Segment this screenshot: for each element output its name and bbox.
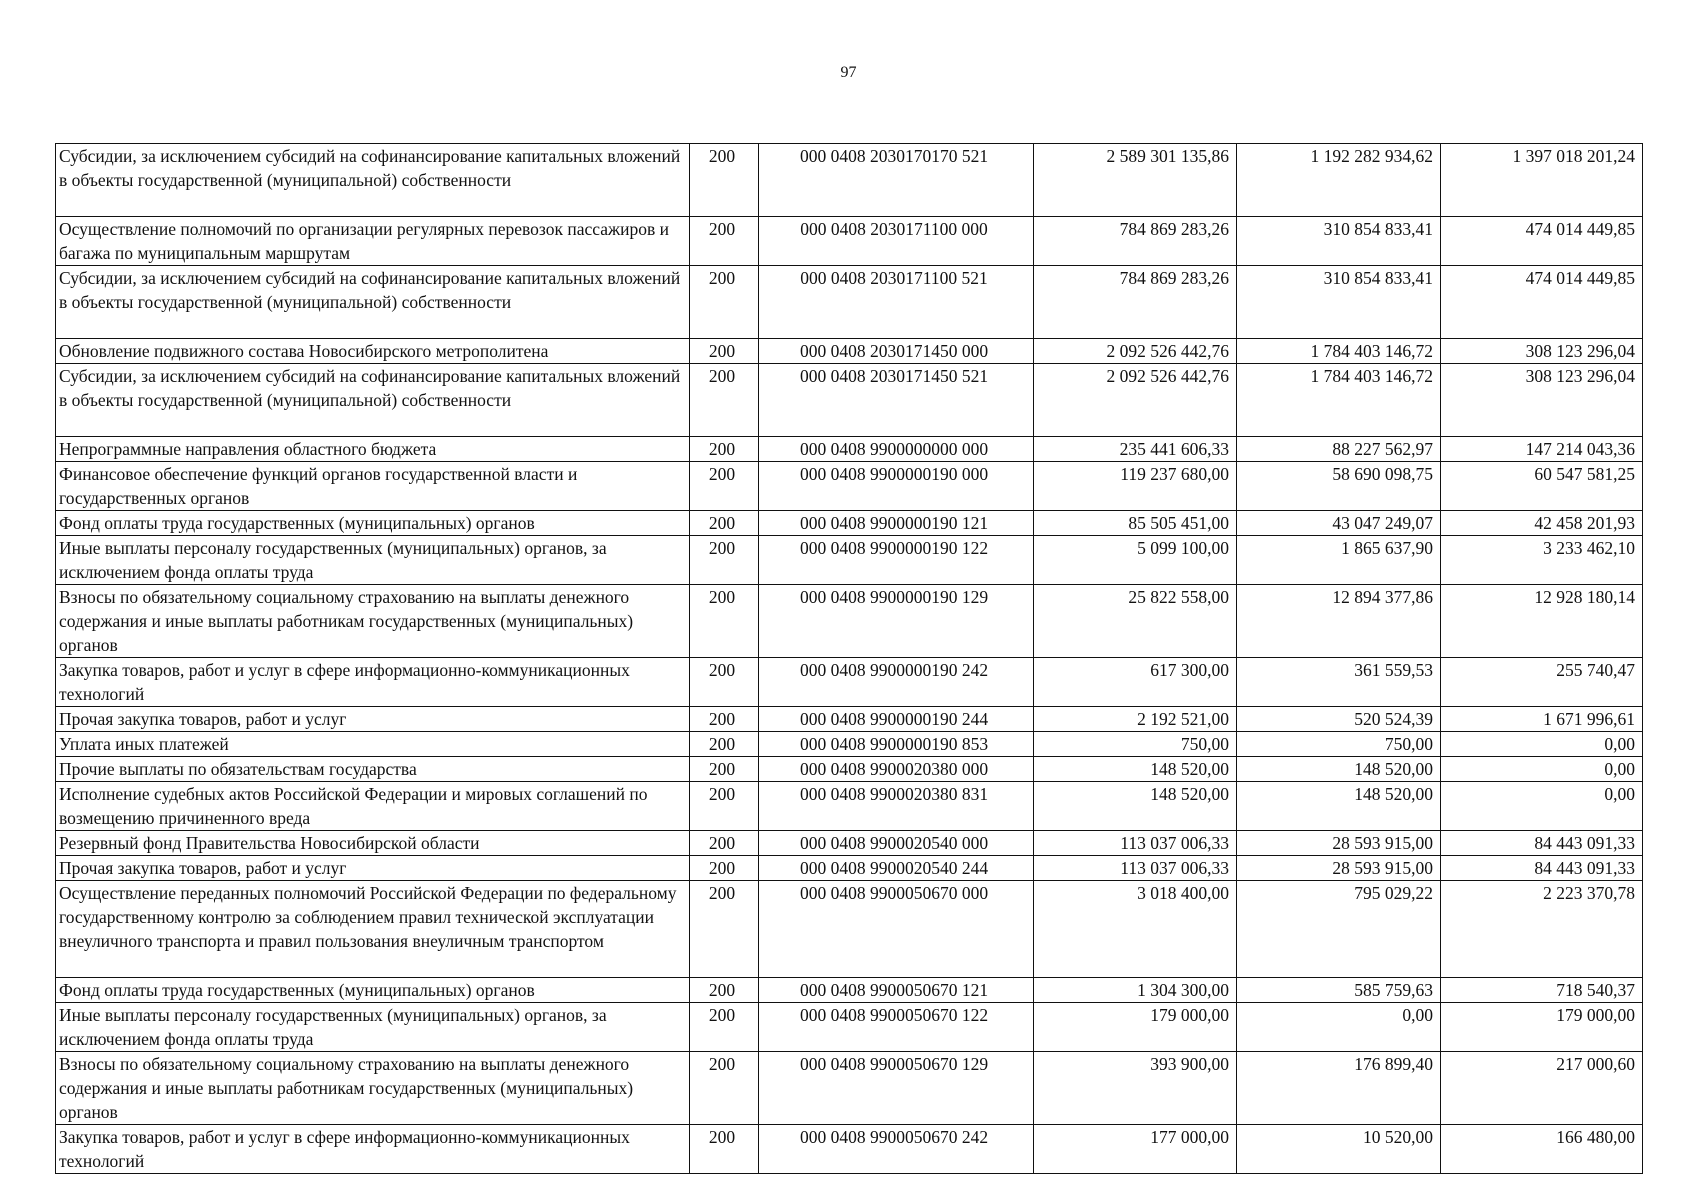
cell-executed: 148 520,00 <box>1237 782 1441 831</box>
cell-unexecuted: 308 123 296,04 <box>1441 364 1643 437</box>
cell-unexecuted: 42 458 201,93 <box>1441 511 1643 536</box>
cell-executed: 310 854 833,41 <box>1237 217 1441 266</box>
table-row <box>56 511 1643 536</box>
cell-approved: 784 869 283,26 <box>1034 266 1237 339</box>
table-row <box>56 881 1643 978</box>
cell-line-code: 200 <box>690 757 759 782</box>
cell-unexecuted: 1 671 996,61 <box>1441 707 1643 732</box>
cell-line-code: 200 <box>690 339 759 364</box>
table-row <box>56 1003 1643 1052</box>
cell-unexecuted: 179 000,00 <box>1441 1003 1643 1052</box>
cell-classification: 000 0408 9900000190 121 <box>759 511 1034 536</box>
cell-unexecuted: 255 740,47 <box>1441 658 1643 707</box>
cell-name: Закупка товаров, работ и услуг в сфере информационно-коммуникационных технологий <box>56 658 690 707</box>
cell-executed: 0,00 <box>1237 1003 1441 1052</box>
cell-unexecuted: 1 397 018 201,24 <box>1441 144 1643 217</box>
cell-classification: 000 0408 9900000190 000 <box>759 462 1034 511</box>
cell-unexecuted: 84 443 091,33 <box>1441 831 1643 856</box>
cell-unexecuted: 718 540,37 <box>1441 978 1643 1003</box>
cell-name: Осуществление переданных полномочий Российской Федерации по федеральному государственному контролю за соблюдением правил технической эксплуатации внеуличного транспорта и правил пользования внеуличным транспортом <box>56 881 690 978</box>
cell-executed: 176 899,40 <box>1237 1052 1441 1125</box>
cell-name: Фонд оплаты труда государственных (муниципальных) органов <box>56 978 690 1003</box>
cell-name: Взносы по обязательному социальному страхованию на выплаты денежного содержания и иные выплаты работникам государственных (муниципальных) органов <box>56 1052 690 1125</box>
table-row <box>56 364 1643 437</box>
cell-approved: 750,00 <box>1034 732 1237 757</box>
cell-line-code: 200 <box>690 144 759 217</box>
cell-line-code: 200 <box>690 881 759 978</box>
cell-name: Исполнение судебных актов Российской Федерации и мировых соглашений по возмещению причиненного вреда <box>56 782 690 831</box>
cell-unexecuted: 166 480,00 <box>1441 1125 1643 1174</box>
table-row <box>56 707 1643 732</box>
cell-classification: 000 0408 2030171450 521 <box>759 364 1034 437</box>
table-row <box>56 732 1643 757</box>
table-row <box>56 782 1643 831</box>
cell-name: Иные выплаты персоналу государственных (муниципальных) органов, за исключением фонда оплаты труда <box>56 536 690 585</box>
cell-unexecuted: 0,00 <box>1441 732 1643 757</box>
cell-unexecuted: 217 000,60 <box>1441 1052 1643 1125</box>
cell-classification: 000 0408 2030171100 521 <box>759 266 1034 339</box>
cell-name: Прочая закупка товаров, работ и услуг <box>56 707 690 732</box>
cell-line-code: 200 <box>690 585 759 658</box>
cell-name: Непрограммные направления областного бюджета <box>56 437 690 462</box>
cell-classification: 000 0408 2030171450 000 <box>759 339 1034 364</box>
cell-line-code: 200 <box>690 462 759 511</box>
cell-classification: 000 0408 9900020540 244 <box>759 856 1034 881</box>
cell-unexecuted: 0,00 <box>1441 757 1643 782</box>
cell-line-code: 200 <box>690 536 759 585</box>
cell-line-code: 200 <box>690 658 759 707</box>
cell-approved: 2 092 526 442,76 <box>1034 364 1237 437</box>
cell-name: Субсидии, за исключением субсидий на софинансирование капитальных вложений в объекты государственной (муниципальной) собственности <box>56 144 690 217</box>
cell-classification: 000 0408 9900000190 122 <box>759 536 1034 585</box>
cell-approved: 148 520,00 <box>1034 782 1237 831</box>
cell-approved: 179 000,00 <box>1034 1003 1237 1052</box>
cell-classification: 000 0408 9900020540 000 <box>759 831 1034 856</box>
cell-line-code: 200 <box>690 217 759 266</box>
cell-line-code: 200 <box>690 856 759 881</box>
cell-executed: 43 047 249,07 <box>1237 511 1441 536</box>
table-row <box>56 144 1643 217</box>
table-row <box>56 339 1643 364</box>
table-row <box>56 1052 1643 1125</box>
cell-approved: 784 869 283,26 <box>1034 217 1237 266</box>
cell-name: Осуществление полномочий по организации регулярных перевозок пассажиров и багажа по муниципальным маршрутам <box>56 217 690 266</box>
cell-line-code: 200 <box>690 511 759 536</box>
cell-name: Резервный фонд Правительства Новосибирской области <box>56 831 690 856</box>
cell-name: Прочие выплаты по обязательствам государства <box>56 757 690 782</box>
cell-line-code: 200 <box>690 782 759 831</box>
cell-line-code: 200 <box>690 1003 759 1052</box>
cell-unexecuted: 474 014 449,85 <box>1441 266 1643 339</box>
cell-executed: 310 854 833,41 <box>1237 266 1441 339</box>
cell-approved: 113 037 006,33 <box>1034 856 1237 881</box>
cell-name: Прочая закупка товаров, работ и услуг <box>56 856 690 881</box>
table-row <box>56 266 1643 339</box>
cell-classification: 000 0408 9900000190 244 <box>759 707 1034 732</box>
cell-approved: 1 304 300,00 <box>1034 978 1237 1003</box>
cell-name: Субсидии, за исключением субсидий на софинансирование капитальных вложений в объекты государственной (муниципальной) собственности <box>56 266 690 339</box>
cell-approved: 25 822 558,00 <box>1034 585 1237 658</box>
cell-approved: 177 000,00 <box>1034 1125 1237 1174</box>
cell-executed: 88 227 562,97 <box>1237 437 1441 462</box>
cell-executed: 1 784 403 146,72 <box>1237 339 1441 364</box>
budget-table <box>55 143 1643 1174</box>
cell-unexecuted: 60 547 581,25 <box>1441 462 1643 511</box>
cell-approved: 3 018 400,00 <box>1034 881 1237 978</box>
cell-executed: 361 559,53 <box>1237 658 1441 707</box>
cell-executed: 28 593 915,00 <box>1237 856 1441 881</box>
table-row <box>56 831 1643 856</box>
table-row <box>56 585 1643 658</box>
cell-classification: 000 0408 9900050670 242 <box>759 1125 1034 1174</box>
table-row <box>56 856 1643 881</box>
cell-line-code: 200 <box>690 266 759 339</box>
budget-table-body <box>56 144 1643 1174</box>
cell-executed: 1 192 282 934,62 <box>1237 144 1441 217</box>
cell-executed: 1 784 403 146,72 <box>1237 364 1441 437</box>
cell-line-code: 200 <box>690 1052 759 1125</box>
cell-name: Иные выплаты персоналу государственных (муниципальных) органов, за исключением фонда оплаты труда <box>56 1003 690 1052</box>
cell-executed: 585 759,63 <box>1237 978 1441 1003</box>
cell-classification: 000 0408 2030170170 521 <box>759 144 1034 217</box>
cell-executed: 28 593 915,00 <box>1237 831 1441 856</box>
table-row <box>56 757 1643 782</box>
cell-unexecuted: 84 443 091,33 <box>1441 856 1643 881</box>
cell-executed: 58 690 098,75 <box>1237 462 1441 511</box>
cell-classification: 000 0408 2030171100 000 <box>759 217 1034 266</box>
page-number: 97 <box>840 64 857 81</box>
cell-line-code: 200 <box>690 732 759 757</box>
cell-classification: 000 0408 9900000190 129 <box>759 585 1034 658</box>
cell-classification: 000 0408 9900050670 129 <box>759 1052 1034 1125</box>
cell-unexecuted: 3 233 462,10 <box>1441 536 1643 585</box>
cell-classification: 000 0408 9900050670 122 <box>759 1003 1034 1052</box>
cell-classification: 000 0408 9900020380 831 <box>759 782 1034 831</box>
cell-approved: 119 237 680,00 <box>1034 462 1237 511</box>
cell-approved: 235 441 606,33 <box>1034 437 1237 462</box>
cell-name: Взносы по обязательному социальному страхованию на выплаты денежного содержания и иные выплаты работникам государственных (муниципальных) органов <box>56 585 690 658</box>
cell-approved: 5 099 100,00 <box>1034 536 1237 585</box>
cell-unexecuted: 147 214 043,36 <box>1441 437 1643 462</box>
table-row <box>56 217 1643 266</box>
cell-classification: 000 0408 9900050670 000 <box>759 881 1034 978</box>
cell-unexecuted: 0,00 <box>1441 782 1643 831</box>
cell-executed: 10 520,00 <box>1237 1125 1441 1174</box>
cell-approved: 2 092 526 442,76 <box>1034 339 1237 364</box>
cell-name: Фонд оплаты труда государственных (муниципальных) органов <box>56 511 690 536</box>
cell-name: Финансовое обеспечение функций органов государственной власти и государственных органов <box>56 462 690 511</box>
cell-approved: 393 900,00 <box>1034 1052 1237 1125</box>
cell-executed: 148 520,00 <box>1237 757 1441 782</box>
cell-executed: 520 524,39 <box>1237 707 1441 732</box>
table-row <box>56 658 1643 707</box>
table-row <box>56 978 1643 1003</box>
cell-name: Уплата иных платежей <box>56 732 690 757</box>
cell-line-code: 200 <box>690 707 759 732</box>
table-row <box>56 1125 1643 1174</box>
cell-name: Субсидии, за исключением субсидий на софинансирование капитальных вложений в объекты государственной (муниципальной) собственности <box>56 364 690 437</box>
cell-approved: 617 300,00 <box>1034 658 1237 707</box>
cell-unexecuted: 12 928 180,14 <box>1441 585 1643 658</box>
cell-line-code: 200 <box>690 1125 759 1174</box>
cell-classification: 000 0408 9900000190 853 <box>759 732 1034 757</box>
cell-line-code: 200 <box>690 364 759 437</box>
table-row <box>56 437 1643 462</box>
cell-approved: 148 520,00 <box>1034 757 1237 782</box>
cell-unexecuted: 2 223 370,78 <box>1441 881 1643 978</box>
cell-classification: 000 0408 9900000000 000 <box>759 437 1034 462</box>
cell-executed: 795 029,22 <box>1237 881 1441 978</box>
cell-approved: 113 037 006,33 <box>1034 831 1237 856</box>
cell-line-code: 200 <box>690 437 759 462</box>
cell-name: Обновление подвижного состава Новосибирского метрополитена <box>56 339 690 364</box>
cell-executed: 1 865 637,90 <box>1237 536 1441 585</box>
table-row <box>56 462 1643 511</box>
cell-classification: 000 0408 9900000190 242 <box>759 658 1034 707</box>
cell-name: Закупка товаров, работ и услуг в сфере информационно-коммуникационных технологий <box>56 1125 690 1174</box>
cell-unexecuted: 308 123 296,04 <box>1441 339 1643 364</box>
cell-classification: 000 0408 9900020380 000 <box>759 757 1034 782</box>
cell-approved: 85 505 451,00 <box>1034 511 1237 536</box>
cell-line-code: 200 <box>690 978 759 1003</box>
cell-approved: 2 192 521,00 <box>1034 707 1237 732</box>
cell-approved: 2 589 301 135,86 <box>1034 144 1237 217</box>
cell-executed: 12 894 377,86 <box>1237 585 1441 658</box>
cell-executed: 750,00 <box>1237 732 1441 757</box>
cell-classification: 000 0408 9900050670 121 <box>759 978 1034 1003</box>
cell-unexecuted: 474 014 449,85 <box>1441 217 1643 266</box>
table-row <box>56 536 1643 585</box>
cell-line-code: 200 <box>690 831 759 856</box>
